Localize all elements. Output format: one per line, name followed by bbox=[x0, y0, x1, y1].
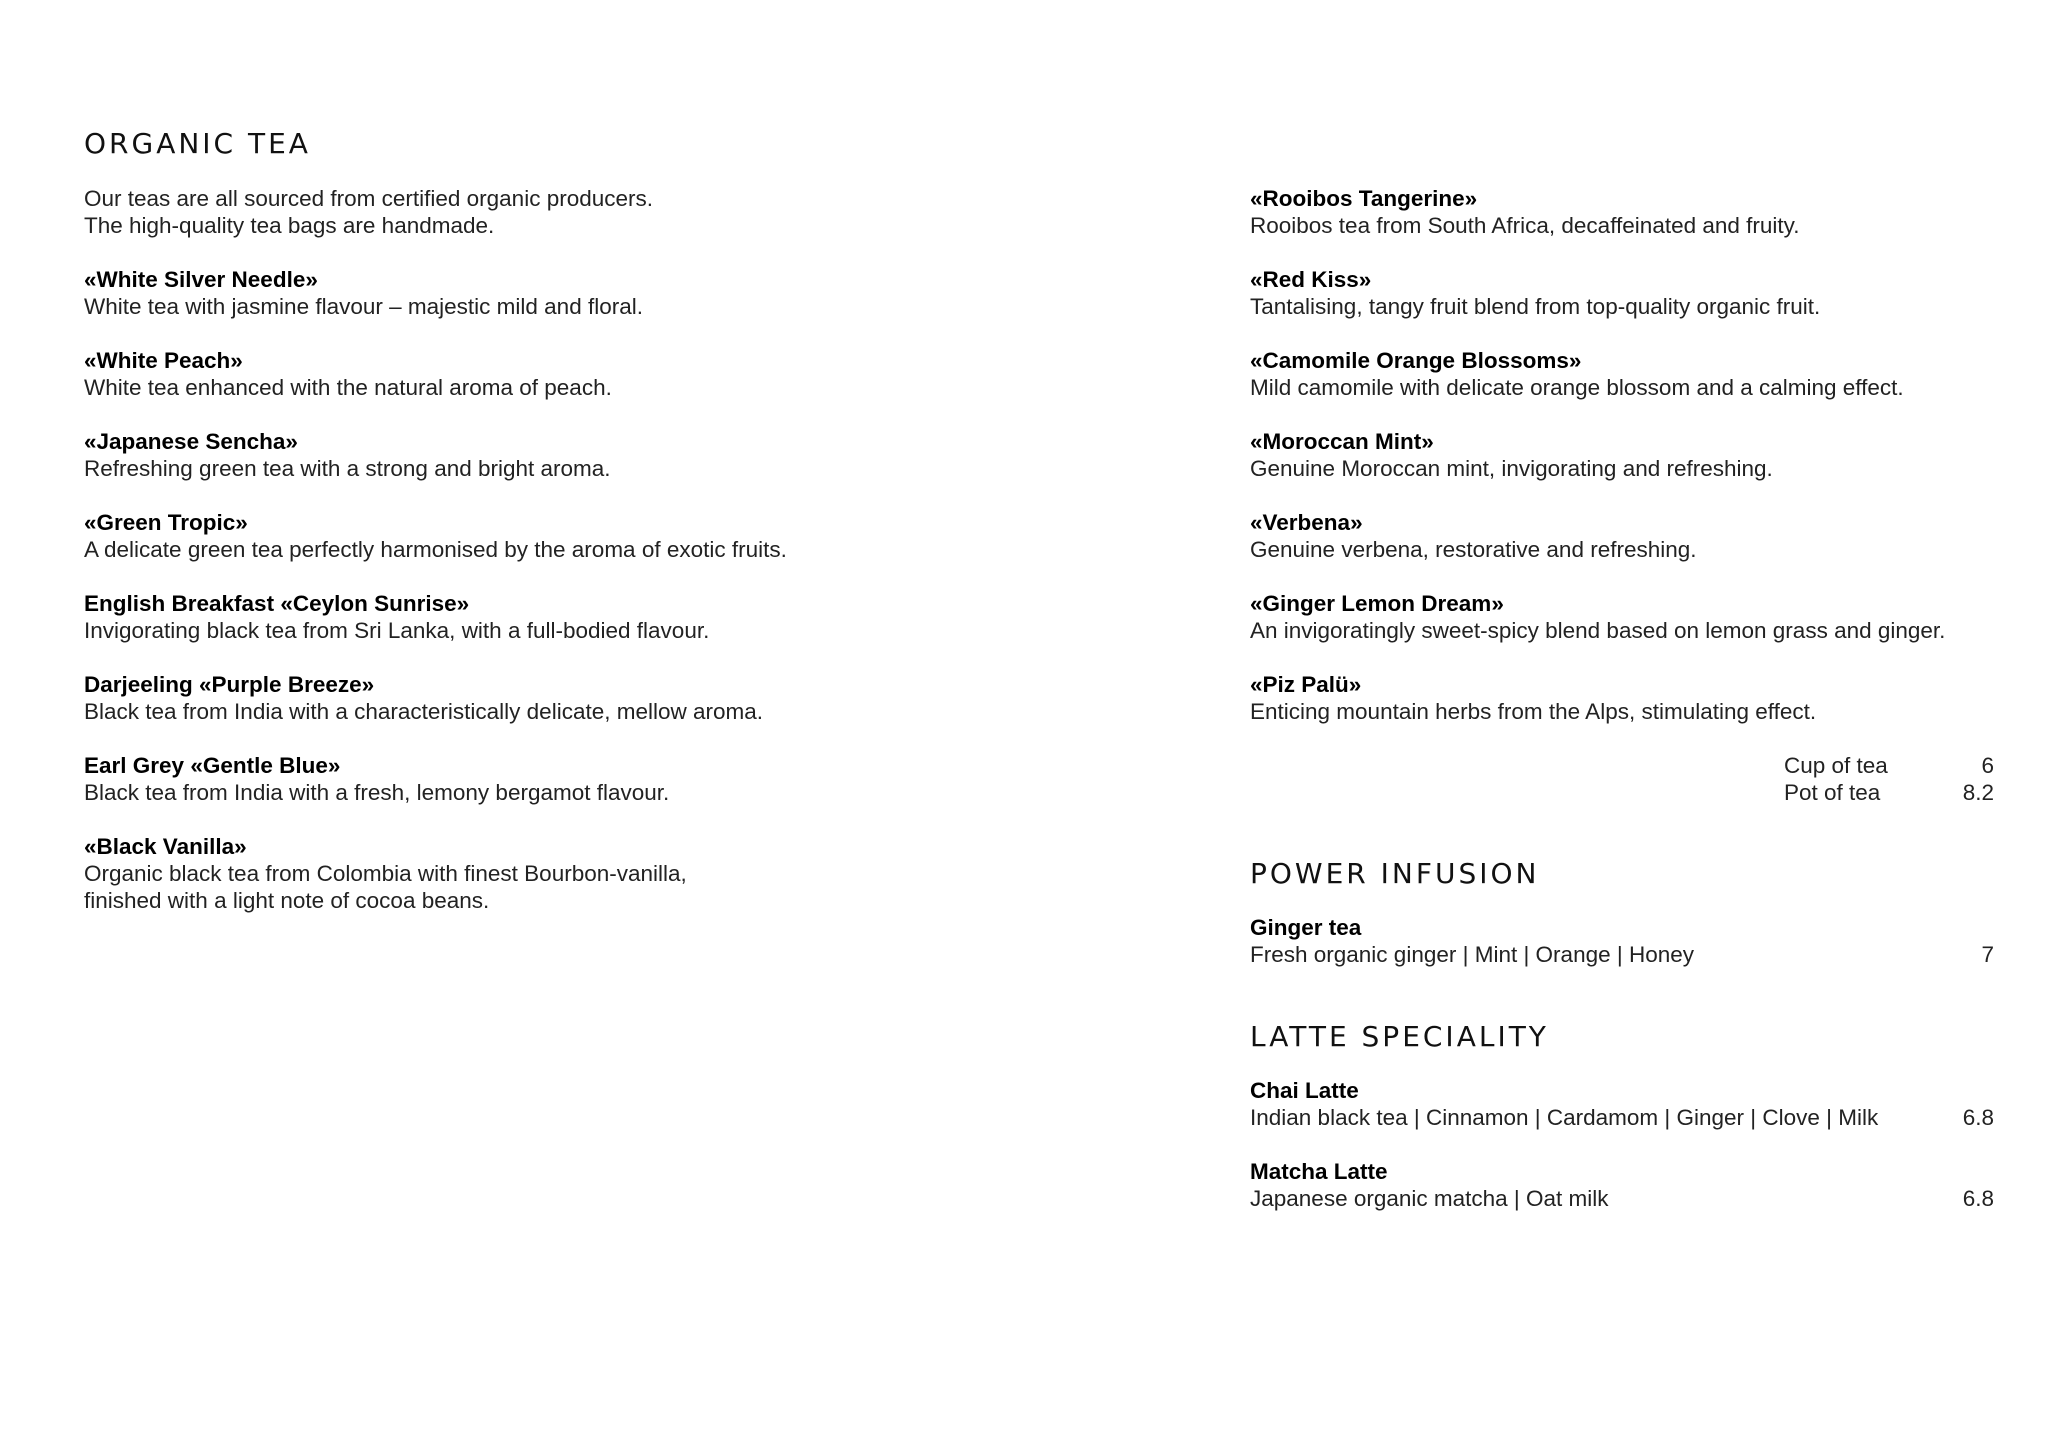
tea-description: Mild camomile with delicate orange blossom and a calming effect. bbox=[1250, 375, 1904, 400]
tea-name: «Moroccan Mint» bbox=[1250, 429, 1434, 454]
tea-description: Black tea from India with a fresh, lemony bergamot flavour. bbox=[84, 780, 670, 805]
drink-name: Ginger tea bbox=[1250, 915, 1362, 940]
tea-description: White tea with jasmine flavour – majestic mild and floral. bbox=[84, 294, 643, 319]
tea-name: Darjeeling «Purple Breeze» bbox=[84, 672, 375, 697]
tea-name: «Camomile Orange Blossoms» bbox=[1250, 348, 1582, 373]
tea-name: «Red Kiss» bbox=[1250, 267, 1372, 292]
tea-description: finished with a light note of cocoa beans. bbox=[84, 888, 490, 913]
tea-description: Black tea from India with a characteristically delicate, mellow aroma. bbox=[84, 699, 764, 724]
tea-name: «White Silver Needle» bbox=[84, 267, 318, 292]
tea-name: «Black Vanilla» bbox=[84, 834, 247, 859]
intro-line: Our teas are all sourced from certified organic producers. bbox=[84, 186, 654, 211]
tea-name: «White Peach» bbox=[84, 348, 243, 373]
size-label: Cup of tea bbox=[1784, 753, 1888, 778]
drink-row bbox=[1250, 941, 1994, 968]
tea-description: Invigorating black tea from Sri Lanka, with a full-bodied flavour. bbox=[84, 618, 710, 643]
drink-row bbox=[1250, 1185, 1994, 1212]
drink-name: Chai Latte bbox=[1250, 1078, 1359, 1103]
tea-description: Enticing mountain herbs from the Alps, stimulating effect. bbox=[1250, 699, 1817, 724]
tea-name: «Verbena» bbox=[1250, 510, 1363, 535]
drink-row bbox=[1250, 1104, 1994, 1131]
size-row-pot bbox=[1784, 779, 1994, 806]
tea-description: Tantalising, tangy fruit blend from top-quality organic fruit. bbox=[1250, 294, 1821, 319]
intro-line: The high-quality tea bags are handmade. bbox=[84, 213, 495, 238]
tea-description: Genuine Moroccan mint, invigorating and refreshing. bbox=[1250, 456, 1773, 481]
drink-price: 6.8 bbox=[1962, 1186, 1994, 1211]
section-title-latte-speciality: LATTE SPECIALITY bbox=[1250, 1020, 1549, 1053]
tea-description: Genuine verbena, restorative and refreshing. bbox=[1250, 537, 1697, 562]
tea-name: «Green Tropic» bbox=[84, 510, 248, 535]
drink-description: Fresh organic ginger | Mint | Orange | Honey bbox=[1250, 942, 1694, 967]
tea-description: Refreshing green tea with a strong and bright aroma. bbox=[84, 456, 611, 481]
tea-name: «Rooibos Tangerine» bbox=[1250, 186, 1478, 211]
drink-description: Indian black tea | Cinnamon | Cardamom | Ginger | Clove | Milk bbox=[1250, 1105, 1879, 1130]
drink-price: 7 bbox=[1981, 942, 1994, 967]
tea-description: Rooibos tea from South Africa, decaffeinated and fruity. bbox=[1250, 213, 1800, 238]
drink-name: Matcha Latte bbox=[1250, 1159, 1388, 1184]
drink-description: Japanese organic matcha | Oat milk bbox=[1250, 1186, 1609, 1211]
tea-description: An invigoratingly sweet-spicy blend based on lemon grass and ginger. bbox=[1250, 618, 1946, 643]
size-row-cup bbox=[1784, 752, 1994, 779]
size-price: 6 bbox=[1981, 753, 1994, 778]
section-title-power-infusion: POWER INFUSION bbox=[1250, 857, 1540, 890]
tea-description: Organic black tea from Colombia with finest Bourbon-vanilla, bbox=[84, 861, 687, 886]
tea-name: «Ginger Lemon Dream» bbox=[1250, 591, 1504, 616]
tea-description: White tea enhanced with the natural aroma of peach. bbox=[84, 375, 612, 400]
tea-description: A delicate green tea perfectly harmonised by the aroma of exotic fruits. bbox=[84, 537, 787, 562]
section-title-organic-tea: ORGANIC TEA bbox=[84, 127, 311, 160]
size-label: Pot of tea bbox=[1784, 780, 1881, 805]
tea-name: «Japanese Sencha» bbox=[84, 429, 298, 454]
size-price: 8.2 bbox=[1962, 780, 1994, 805]
tea-name: English Breakfast «Ceylon Sunrise» bbox=[84, 591, 470, 616]
tea-name: «Piz Palü» bbox=[1250, 672, 1362, 697]
tea-name: Earl Grey «Gentle Blue» bbox=[84, 753, 341, 778]
drink-price: 6.8 bbox=[1962, 1105, 1994, 1130]
